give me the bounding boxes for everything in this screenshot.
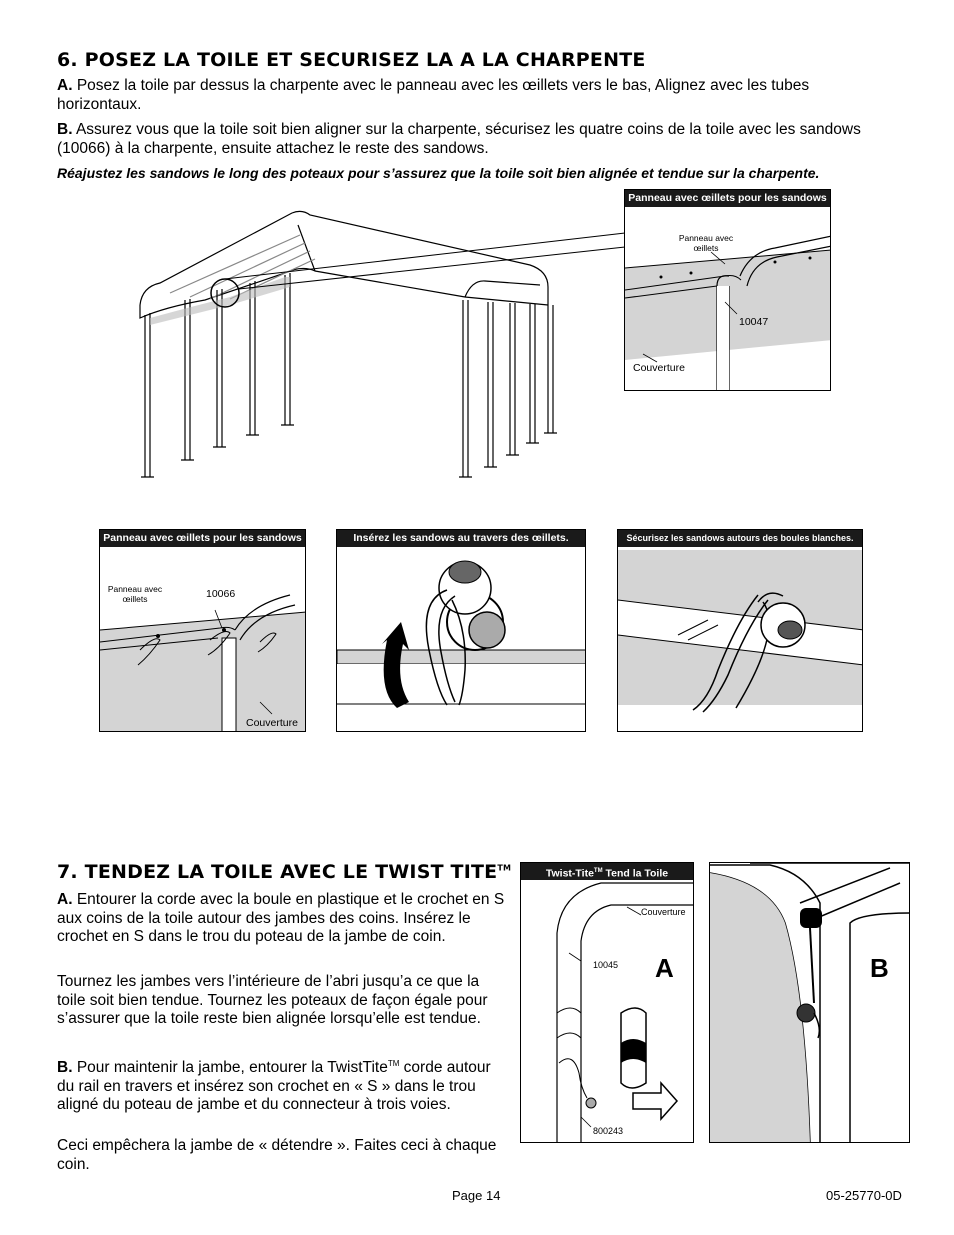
detail-twist-drawing xyxy=(521,863,694,1143)
detail-top-drawing xyxy=(625,190,831,391)
step-7b-label: B. xyxy=(57,1059,73,1077)
detail-b-letter: B xyxy=(870,953,889,983)
detail-twist-header-2: Tend la Toile xyxy=(602,867,669,880)
detail-2-panel xyxy=(336,529,586,732)
detail-top-header: Panneau avec œillets pour les sandows xyxy=(625,190,830,207)
step-7b-text-2: corde autour du rail en travers et insérez son crochet en « S » dans le trou aligné du poteau de jambe et du connecteur à trois voies. xyxy=(57,1059,491,1114)
detail-1-label-cover: Couverture xyxy=(246,717,298,729)
detail-twist-header-tm: TM xyxy=(593,868,603,874)
detail-twist-label-part2: 800243 xyxy=(593,1126,624,1136)
detail-twist-label-part1: 10045 xyxy=(593,960,619,970)
step-7a xyxy=(57,891,505,947)
step-7b xyxy=(57,1055,505,1115)
step-6a xyxy=(57,77,897,114)
detail-twist-label-cover: Couverture xyxy=(641,907,686,917)
detail-2-header: Insérez les sandows au travers des œillets. xyxy=(337,530,585,547)
canopy-illustration xyxy=(130,205,630,490)
detail-1-label-part: 10066 xyxy=(206,588,236,600)
step-6b-label: B. xyxy=(57,121,73,138)
detail-b-panel xyxy=(709,862,910,1143)
detail-top-label-cover: Couverture xyxy=(633,362,685,374)
document-code: 05-25770-0D xyxy=(826,1188,902,1203)
section-7-title xyxy=(57,861,511,883)
step-6a-text-content: Posez la toile par dessus la charpente avec le panneau avec les œillets vers le bas, Alignez avec les tubes horizontaux. xyxy=(57,77,810,113)
section-7-title-tm: TM xyxy=(497,863,512,873)
step-7b-tm: TM xyxy=(387,1059,400,1068)
step-6b-text: Assurez vous que la toile soit bien aligner sur la charpente, sécurisez les quatre coins de la toile avec les sandows (10066) à la charpente, ensuite attachez le reste des sandows. xyxy=(57,121,861,157)
section-7-para2: Tournez les jambes vers l’intérieure de l’abri jusqu’a ce que la toile soit bien tendue. Tournez les poteaux de façon égale pour s’assurer que la toile reste bien alignée lorsqu’elle est tendue. xyxy=(57,973,488,1027)
section-7-para4: Ceci empêchera la jambe de « détendre ». Faites ceci à chaque coin. xyxy=(57,1137,497,1173)
step-6b xyxy=(57,121,897,158)
step-6a-text xyxy=(57,77,809,113)
detail-2-drawing xyxy=(337,530,586,732)
step-7a-text: Entourer la corde avec la boule en plastique et le crochet en S aux coins de la toile autour des jambes des coins. Insérez le crochet en S dans le trou du poteau de la jambe de coin. xyxy=(57,891,505,945)
detail-3-drawing xyxy=(618,530,863,732)
detail-top-label-panel: Panneau avec œillets xyxy=(678,233,734,253)
detail-1-panel xyxy=(99,529,306,732)
detail-top-label-part: 10047 xyxy=(739,316,769,328)
step-7a-label: A. xyxy=(57,891,73,908)
detail-top-panel xyxy=(624,189,831,391)
detail-twist-letter: A xyxy=(655,953,674,983)
detail-1-drawing xyxy=(100,530,306,732)
detail-twist-header-1: Twist-Tite xyxy=(545,867,594,880)
section-6-title: 6. POSEZ LA TOILE ET SECURISEZ LA A LA CHARPENTE xyxy=(57,49,646,71)
section-7-title-text: 7. TENDEZ LA TOILE AVEC LE TWIST TITE xyxy=(57,861,498,883)
page-number: Page 14 xyxy=(452,1188,501,1203)
detail-3-header: Sécurisez les sandows autours des boules blanches. xyxy=(618,530,862,547)
detail-1-header: Panneau avec œillets pour les sandows xyxy=(100,530,305,547)
step-7b-text-1: Pour maintenir la jambe, entourer la TwistTite xyxy=(76,1059,388,1077)
step-6a-label: A. xyxy=(57,77,73,94)
detail-twist-panel xyxy=(520,862,694,1143)
section-6-note: Réajustez les sandows le long des poteaux pour s’assurez que la toile soit bien alignée et tendue sur la charpente. xyxy=(57,165,820,181)
detail-3-panel xyxy=(617,529,863,732)
detail-b-drawing xyxy=(710,863,910,1143)
detail-1-label-panel: Panneau avec œillets xyxy=(107,584,163,604)
